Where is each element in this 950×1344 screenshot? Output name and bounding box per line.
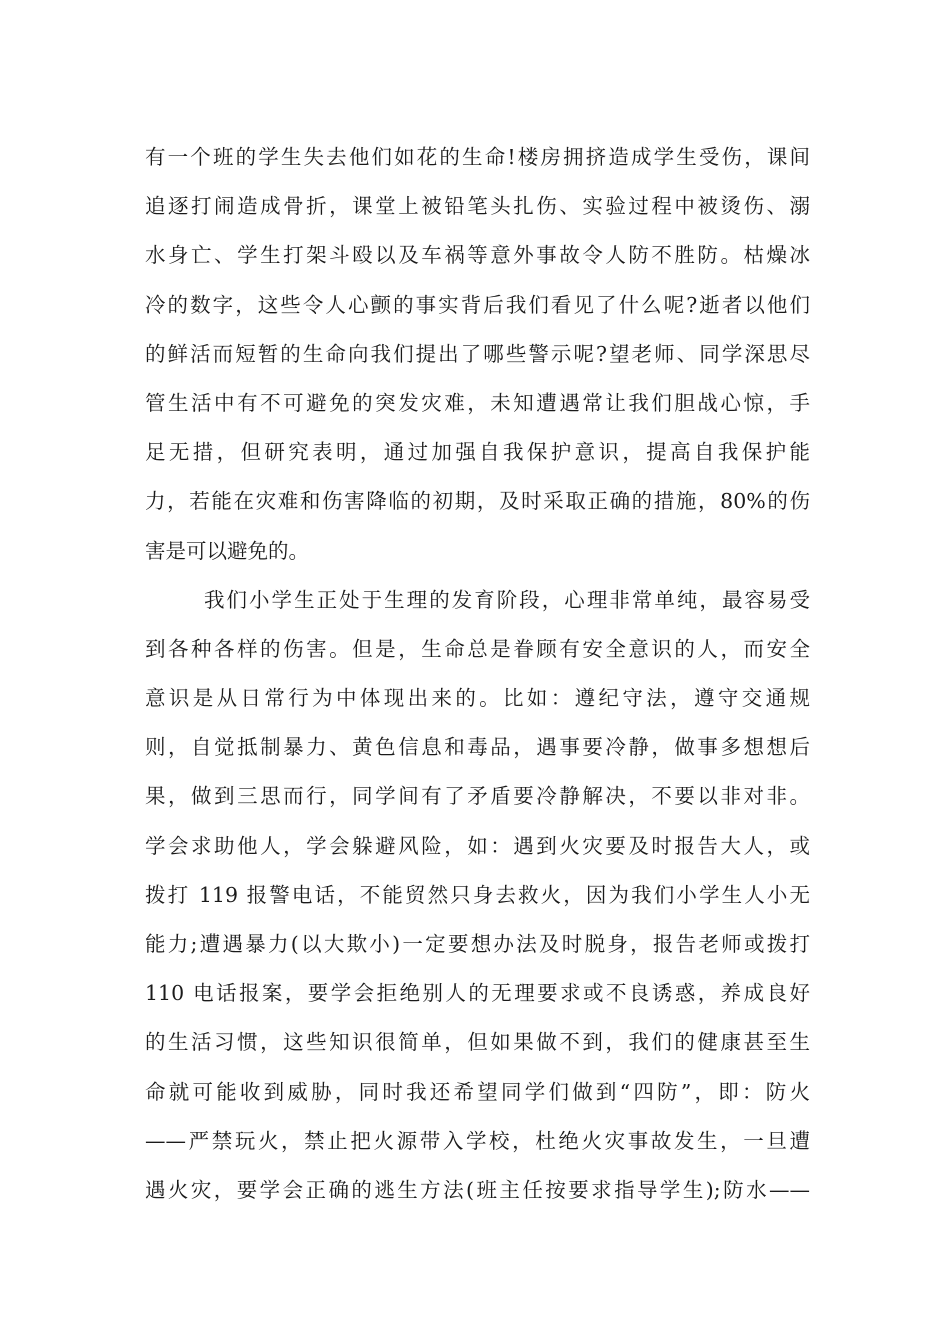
text-line: 果，做到三思而行，同学间有了矛盾要冷静解决，不要以非对非。 [145,784,810,809]
text-line: 110 电话报案，要学会拒绝别人的无理要求或不良诱惑，养成良好 [145,981,810,1006]
text-line: 力，若能在灾难和伤害降临的初期，及时采取正确的措施，80%的伤 [145,489,810,514]
text-line: 水身亡、学生打架斗殴以及车祸等意外事故令人防不胜防。枯燥冰 [145,243,810,268]
text-line: 遇火灾，要学会正确的逃生方法(班主任按要求指导学生);防水—— [145,1177,810,1202]
text-line: 我们小学生正处于生理的发育阶段，心理非常单纯，最容易受 [204,587,810,612]
paragraph-1 [145,133,810,576]
text-line: 学会求助他人，学会躲避风险，如：遇到火灾要及时报告大人，或 [145,833,810,858]
text-line: 命就可能收到威胁，同时我还希望同学们做到“四防”，即：防火 [145,1079,810,1104]
text-line: 管生活中有不可避免的突发灾难，未知遭遇常让我们胆战心惊，手 [145,390,810,415]
text-line: 害是可以避免的。 [145,538,309,563]
text-line: 意识是从日常行为中体现出来的。比如：遵纪守法，遵守交通规 [145,686,810,711]
text-line: 则，自觉抵制暴力、黄色信息和毒品，遇事要冷静，做事多想想后 [145,735,810,760]
paragraph-2 [145,576,810,1215]
text-line: 的生活习惯，这些知识很简单，但如果做不到，我们的健康甚至生 [145,1030,810,1055]
text-line: 冷的数字，这些令人心颤的事实背后我们看见了什么呢?逝者以他们 [145,292,810,317]
text-line: 追逐打闹造成骨折，课堂上被铅笔头扎伤、实验过程中被烫伤、溺 [145,194,810,219]
text-line: 到各种各样的伤害。但是，生命总是眷顾有安全意识的人，而安全 [145,636,810,661]
text-line: 有一个班的学生失去他们如花的生命!楼房拥挤造成学生受伤，课间 [145,145,810,169]
text-line: 拨打 119 报警电话，不能贸然只身去救火，因为我们小学生人小无 [145,882,810,907]
text-line: 能力;遭遇暴力(以大欺小)一定要想办法及时脱身，报告老师或拨打 [145,932,810,956]
text-line: 的鲜活而短暂的生命向我们提出了哪些警示呢?望老师、同学深思尽 [145,341,810,366]
body-text [145,133,810,1215]
text-line: ——严禁玩火，禁止把火源带入学校，杜绝火灾事故发生，一旦遭 [145,1128,810,1153]
text-line: 足无措，但研究表明，通过加强自我保护意识，提高自我保护能 [145,440,810,465]
